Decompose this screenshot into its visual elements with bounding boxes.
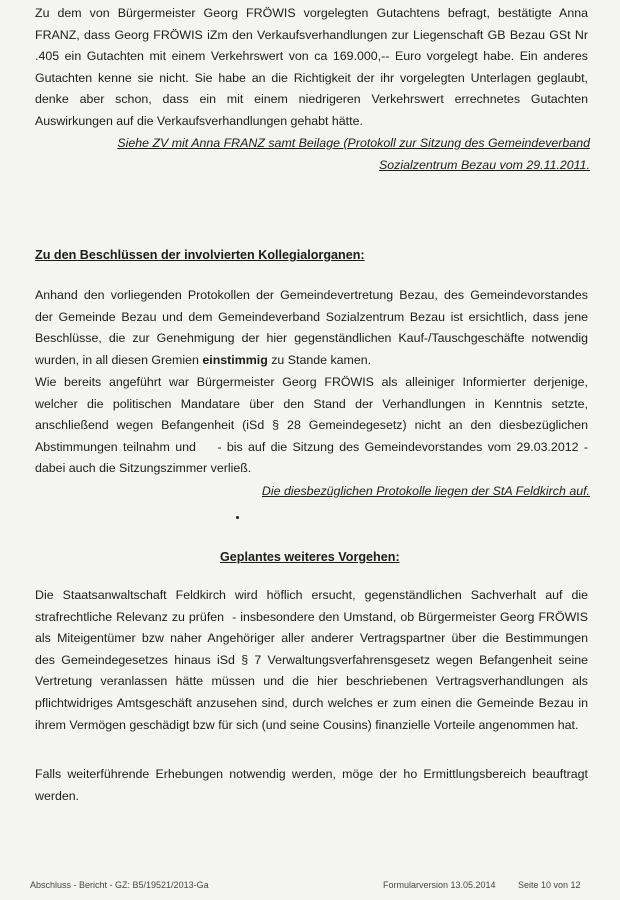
text-line: Abstimmungen teilnahm und - bis auf die Sitzung des Gemeindevorstandes vom 29.03.2012 - — [35, 439, 588, 454]
footer-form-version: Formularversion 13.05.2014 — [383, 880, 496, 890]
emphasis-einstimmig: einstimmig — [202, 352, 268, 367]
text-fragment: wurden, in all diesen Gremien — [35, 352, 203, 367]
paragraph-befangenheit — [35, 372, 588, 480]
text-line: Falls weiterführende Erhebungen notwendig werden, möge der ho Ermittlungsbereich beauftragt — [35, 767, 588, 781]
text-line: Zu dem von Bürgermeister Georg FRÖWIS vorgelegten Gutachtens befragt, bestätigte Anna — [35, 6, 588, 20]
stray-dot — [236, 516, 239, 519]
text-line: Beschlüsse, die zur Genehmigung der hier gegenständlichen Kauf-/Tauschgeschäfte notwendig — [35, 331, 588, 346]
text-line: werden. — [35, 788, 80, 803]
text-line: FRANZ, dass Georg FRÖWIS iZm den Verkaufsverhandlungen zur Liegenschaft GB Bezau GSt Nr — [35, 27, 588, 42]
text-line: der Gemeinde Bezau und dem Gemeindeverband Sozialzentrum Bezau ist ersichtlich, dass jene — [35, 309, 588, 324]
text-line: des Gemeindegesetzes hinaus iSd § 7 Verwaltungsverfahrensgesetz wegen Befangenheit seine — [35, 652, 588, 667]
text-line: Wie bereits angeführt war Bürgermeister Georg FRÖWIS als alleiniger Informierter derjenige, — [35, 375, 588, 389]
paragraph-protokolle — [35, 285, 588, 371]
text-line: pflichtwidriges Amtsgeschäft anzusehen sind, durch welches er zum einen die Gemeinde Bezau in — [35, 695, 588, 710]
section-heading-vorgehen: Geplantes weiteres Vorgehen: — [220, 550, 400, 564]
reference-line: Siehe ZV mit Anna FRANZ samt Beilage (Protokoll zur Sitzung des Gemeindeverband — [117, 136, 590, 150]
text-line: dabei auch die Sitzungszimmer verließ. — [35, 461, 252, 476]
text-line: als Miteigentümer bzw naher Angehöriger aller anderer Vertragspartner über die Bestimmungen — [35, 631, 588, 646]
text-line: Vertretung veranlassen hätte müssen und die hier beschriebenen Vertragsverhandlungen als — [35, 674, 588, 689]
text-line: welcher die politischen Mandatare über den Stand der Verhandlungen in Kenntnis setzte, — [35, 396, 588, 411]
text-line: anschließend wegen Befangenheit (iSd § 28 Gemeindegesetz) nicht an den diesbezüglichen — [35, 418, 588, 433]
reference-note-protokolle: Die diesbezüglichen Protokolle liegen der StA Feldkirch auf. — [261, 484, 590, 498]
text-line: Anhand den vorliegenden Protokollen der Gemeindevertretung Bezau, des Gemeindevorstandes — [35, 288, 588, 302]
text-line: Die Staatsanwaltschaft Feldkirch wird höflich ersucht, gegenständlichen Sachverhalt auf die — [35, 588, 588, 602]
footer-page-number: Seite 10 von 12 — [518, 880, 581, 890]
text-line: denke aber schon, dass ein mit einem niedrigeren Verkehrswert errechnetes Gutachten — [35, 92, 588, 107]
text-line: ihrem Vermögen geschädigt bzw für sich (und seine Cousins) finanzielle Vorteile angenommen hat. — [35, 717, 579, 732]
text-fragment: zu Stande kamen. — [267, 352, 372, 367]
paragraph-erhebungen — [35, 764, 588, 807]
text-line — [35, 350, 588, 372]
text-line: Gutachten kenne sie nicht. Sie habe an die Richtigkeit der ihr vorgelegten Unterlagen geglaubt, — [35, 70, 588, 85]
text-line: .405 ein Gutachten mit einem Verkehrswert von ca 169.000,-- Euro vorgelegt habe. Ein anderes — [35, 49, 588, 64]
reference-note-zv — [117, 133, 590, 176]
text-line: strafrechtliche Relevanz zu prüfen - insbesondere den Umstand, ob Bürgermeister Georg FRÖWIS — [35, 609, 588, 624]
reference-line: Sozialzentrum Bezau vom 29.11.2011. — [379, 157, 590, 172]
footer-reference: Abschluss - Bericht - GZ: B5/19521/2013-Ga — [30, 880, 209, 890]
paragraph-gutachten — [35, 3, 588, 133]
paragraph-ersuchen — [35, 585, 588, 736]
section-heading-beschluesse: Zu den Beschlüssen der involvierten Kollegialorganen: — [35, 248, 365, 262]
text-line: Auswirkungen auf die Verkaufsverhandlungen gehabt hätte. — [35, 113, 363, 128]
